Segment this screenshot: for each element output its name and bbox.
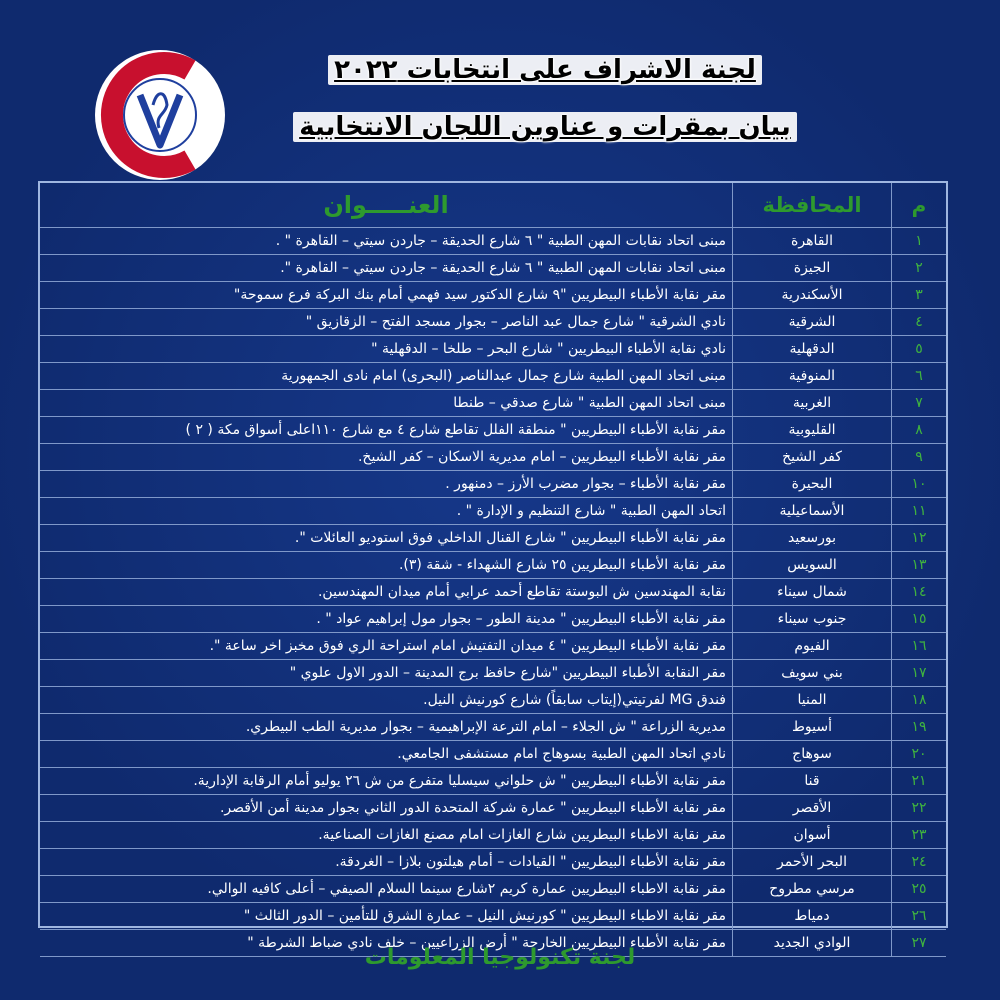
row-number: ٢٣: [892, 822, 947, 849]
row-governorate: أسوان: [733, 822, 892, 849]
table-row: [40, 795, 946, 822]
table-row: [40, 471, 946, 498]
row-number: ١: [892, 228, 947, 255]
row-governorate: بورسعيد: [733, 525, 892, 552]
header-address: العنـــــوان: [40, 183, 733, 228]
row-number: ١٨: [892, 687, 947, 714]
row-governorate: السويس: [733, 552, 892, 579]
row-governorate: البحر الأحمر: [733, 849, 892, 876]
row-governorate: مرسي مطروح: [733, 876, 892, 903]
row-number: ١٤: [892, 579, 947, 606]
table-header-row: [40, 183, 946, 228]
table-row: [40, 417, 946, 444]
row-address: مقر نقابة الاطباء البيطريين عمارة كريم ٢شارع سينما السلام الصيفي – أعلى كافيه الوالي.: [40, 876, 733, 903]
row-address: مقر نقابة الاطباء البيطريين شارع الغازات امام مصنع الغازات الصناعية.: [40, 822, 733, 849]
row-governorate: الجيزة: [733, 255, 892, 282]
row-address: مقر نقابة الأطباء البيطريين " ش حلواني سيسليا متفرع من ش ٢٦ يوليو أمام الرقابة الإدارية.: [40, 768, 733, 795]
table-row: [40, 525, 946, 552]
row-governorate: القاهرة: [733, 228, 892, 255]
row-number: ٢٦: [892, 903, 947, 930]
row-number: ٨: [892, 417, 947, 444]
table-row: [40, 849, 946, 876]
table-row: [40, 498, 946, 525]
footer-label: لجنة تكنولوجيا المعلومات: [364, 945, 636, 970]
row-address: مقر نقابة الأطباء البيطريين " القيادات – أمام هيلتون بلازا – الغردقة.: [40, 849, 733, 876]
row-address: نادي اتحاد المهن الطبية بسوهاج امام مستشفى الجامعي.: [40, 741, 733, 768]
table-row: [40, 687, 946, 714]
table-row: [40, 390, 946, 417]
row-address: مبنى اتحاد نقابات المهن الطبية " ٦ شارع الحديقة – جاردن سيتي – القاهرة ".: [40, 255, 733, 282]
row-number: ١١: [892, 498, 947, 525]
page-subtitle: [250, 112, 840, 142]
row-number: ٤: [892, 309, 947, 336]
row-address: مقر نقابة الأطباء البيطريين ٢٥ شارع الشهداء - شقة (٣).: [40, 552, 733, 579]
row-number: ٢٠: [892, 741, 947, 768]
row-governorate: الأسماعيلية: [733, 498, 892, 525]
table-row: [40, 633, 946, 660]
row-governorate: دمياط: [733, 903, 892, 930]
table-row: [40, 660, 946, 687]
row-number: ٢٧: [892, 930, 947, 957]
row-number: ١٦: [892, 633, 947, 660]
row-address: مقر نقابة الاطباء البيطريين " كورنيش النيل – عمارة الشرق للتأمين – الدور الثالث ": [40, 903, 733, 930]
row-address: نقابة المهندسين ش البوستة تقاطع أحمد عرابي أمام ميدان المهندسين.: [40, 579, 733, 606]
row-governorate: شمال سيناء: [733, 579, 892, 606]
header-num: م: [892, 183, 947, 228]
table-row: [40, 822, 946, 849]
row-address: نادي الشرقية " شارع جمال عبد الناصر – بجوار مسجد الفتح – الزقازيق ": [40, 309, 733, 336]
table-row: [40, 363, 946, 390]
row-governorate: المنوفية: [733, 363, 892, 390]
row-governorate: القليوبية: [733, 417, 892, 444]
row-address: نادي نقابة الأطباء البيطريين " شارع البحر – طلخا – الدقهلية ": [40, 336, 733, 363]
table-row: [40, 741, 946, 768]
row-address: مقر نقابة الأطباء – بجوار مضرب الأرز – دمنهور .: [40, 471, 733, 498]
row-address: مديرية الزراعة " ش الجلاء – امام الترعة الإبراهيمية – بجوار مديرية الطب البيطري.: [40, 714, 733, 741]
row-governorate: المنيا: [733, 687, 892, 714]
row-number: ٩: [892, 444, 947, 471]
table-row: [40, 876, 946, 903]
row-number: ١٠: [892, 471, 947, 498]
row-number: ٣: [892, 282, 947, 309]
row-address: مقر نقابة الأطباء البيطريين الخارجة " أرض الزراعيين – خلف نادي ضباط الشرطة ": [40, 930, 733, 957]
row-governorate: الأسكندرية: [733, 282, 892, 309]
row-address: مقر نقابة الأطباء البيطريين "٩ شارع الدكتور سيد فهمي أمام بنك البركة فرع سموحة": [40, 282, 733, 309]
table-row: [40, 255, 946, 282]
row-governorate: أسيوط: [733, 714, 892, 741]
row-address: مقر نقابة الأطباء البيطريين " ٤ ميدان التفتيش امام استراحة الري فوق مخبز اخر ساعة ".: [40, 633, 733, 660]
row-governorate: كفر الشيخ: [733, 444, 892, 471]
row-number: ٢٤: [892, 849, 947, 876]
row-governorate: الغربية: [733, 390, 892, 417]
committees-table: [38, 181, 948, 951]
row-governorate: الدقهلية: [733, 336, 892, 363]
table-row: [40, 228, 946, 255]
row-address: فندق MG لفرتيتي(إيتاب سابقاً) شارع كورنيش النيل.: [40, 687, 733, 714]
row-number: ١٥: [892, 606, 947, 633]
row-number: ٥: [892, 336, 947, 363]
row-address: مقر نقابة الأطباء البيطريين " عمارة شركة المتحدة الدور الثاني بجوار مدينة أمن الأقصر.: [40, 795, 733, 822]
table-row: [40, 903, 946, 930]
row-number: ٧: [892, 390, 947, 417]
row-number: ١٢: [892, 525, 947, 552]
title-line-1: لجنة الاشراف على انتخابات ٢٠٢٢: [328, 55, 762, 85]
table-row: [40, 309, 946, 336]
row-address: مقر نقابة الأطباء البيطريين " مدينة الطور – بجوار مول إبراهيم عواد " .: [40, 606, 733, 633]
row-number: ٢١: [892, 768, 947, 795]
page-title: [250, 55, 840, 85]
table-row: [40, 444, 946, 471]
row-number: ٦: [892, 363, 947, 390]
row-governorate: الأقصر: [733, 795, 892, 822]
row-governorate: سوهاج: [733, 741, 892, 768]
table-row: [40, 336, 946, 363]
title-line-2: بيان بمقرات و عناوين اللجان الانتخابية: [293, 112, 797, 142]
row-governorate: جنوب سيناء: [733, 606, 892, 633]
row-number: ٢٥: [892, 876, 947, 903]
row-address: مقر نقابة الأطباء البيطريين " منطقة الفلل تقاطع شارع ٤ مع شارع ١١٠اعلى أسواق مكة ( ٢ ): [40, 417, 733, 444]
row-number: ١٧: [892, 660, 947, 687]
table-row: [40, 768, 946, 795]
row-number: ١٩: [892, 714, 947, 741]
row-address: مبنى اتحاد نقابات المهن الطبية " ٦ شارع الحديقة – جاردن سيتي – القاهرة " .: [40, 228, 733, 255]
header-governorate: المحافظة: [733, 183, 892, 228]
row-governorate: الوادي الجديد: [733, 930, 892, 957]
row-number: ٢: [892, 255, 947, 282]
row-address: مبنى اتحاد المهن الطبية " شارع صدقي – طنطا: [40, 390, 733, 417]
table-row: [40, 552, 946, 579]
table-row: [40, 714, 946, 741]
row-address: مقر نقابة الأطباء البيطريين – امام مديرية الاسكان – كفر الشيخ.: [40, 444, 733, 471]
row-address: اتحاد المهن الطبية " شارع التنظيم و الإدارة " .: [40, 498, 733, 525]
syndicate-logo-icon: [95, 50, 225, 180]
row-address: مبنى اتحاد المهن الطبية شارع جمال عبدالناصر (البحرى) امام نادى الجمهورية: [40, 363, 733, 390]
row-governorate: قنا: [733, 768, 892, 795]
row-governorate: بني سويف: [733, 660, 892, 687]
row-governorate: الشرقية: [733, 309, 892, 336]
row-address: مقر النقابة الأطباء البيطريين "شارع حافظ برج المدينة – الدور الاول علوي ": [40, 660, 733, 687]
table-row: [40, 606, 946, 633]
row-number: ١٣: [892, 552, 947, 579]
table-row: [40, 282, 946, 309]
row-number: ٢٢: [892, 795, 947, 822]
row-governorate: الفيوم: [733, 633, 892, 660]
row-governorate: البحيرة: [733, 471, 892, 498]
table-row: [40, 579, 946, 606]
row-address: مقر نقابة الأطباء البيطريين " شارع القنال الداخلي فوق استوديو العائلات ".: [40, 525, 733, 552]
